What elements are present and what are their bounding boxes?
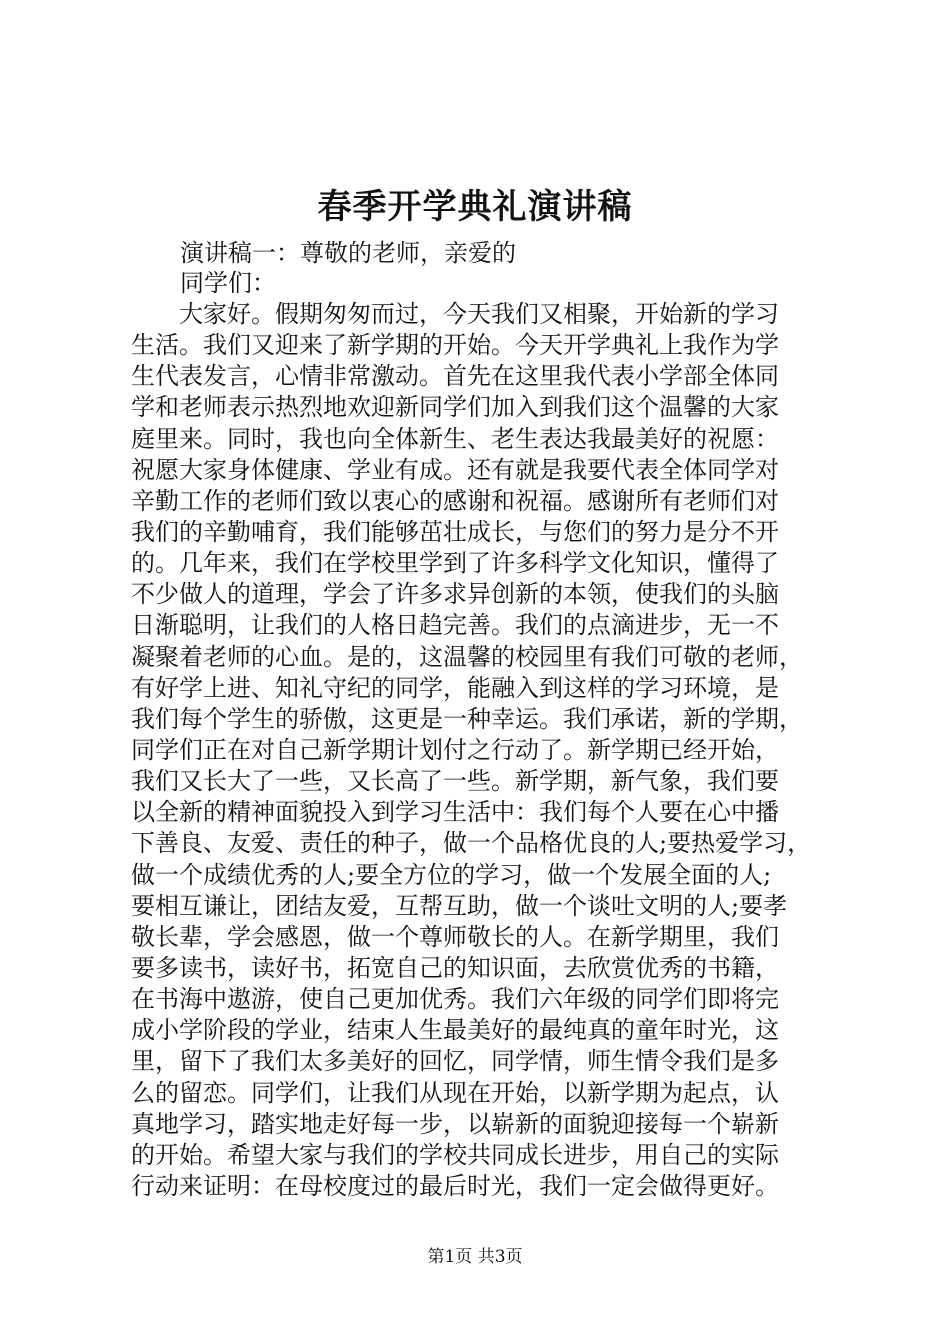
body-line: 么的留恋。同学们，让我们从现在开始，以新学期为起点，认 [131, 1078, 779, 1107]
body-line: 日渐聪明，让我们的人格日趋完善。我们的点滴进步，无一不 [131, 611, 779, 640]
body-line: 辛勤工作的老师们致以衷心的感谢和祝福。感谢所有老师们对 [131, 486, 779, 515]
body-line: 生活。我们又迎来了新学期的开始。今天开学典礼上我作为学 [131, 331, 779, 360]
document-title: 春季开学典礼演讲稿 [317, 187, 633, 227]
body-paragraph [131, 299, 831, 1202]
body-line: 庭里来。同时，我也向全体新生、老生表达我最美好的祝愿： [131, 424, 779, 453]
body-line: 要多读书，读好书，拓宽自己的知识面，去欣赏优秀的书籍， [131, 953, 779, 982]
page-footer: 第1页 共3页 [427, 1247, 523, 1267]
body-line: 做一个成绩优秀的人;要全方位的学习，做一个发展全面的人; [131, 860, 772, 889]
body-line: 大家好。假期匆匆而过，今天我们又相聚，开始新的学习 [179, 300, 779, 328]
intro-line-2: 同学们： [180, 269, 276, 297]
body-line: 我们又长大了一些，又长高了一些。新学期，新气象，我们要 [131, 767, 779, 796]
body-line: 不少做人的道理，学会了许多求异创新的本领，使我们的头脑 [131, 580, 779, 609]
body-line: 的开始。希望大家与我们的学校共同成长进步，用自己的实际 [131, 1140, 779, 1169]
body-line: 真地学习，踏实地走好每一步，以崭新的面貌迎接每一个崭新 [131, 1109, 779, 1138]
intro-line-1: 演讲稿一：尊敬的老师，亲爱的 [180, 239, 516, 267]
body-line: 以全新的精神面貌投入到学习生活中：我们每个人要在心中播 [131, 798, 779, 827]
body-line: 里，留下了我们太多美好的回忆，同学情，师生情令我们是多 [131, 1047, 779, 1076]
body-line: 的。几年来，我们在学校里学到了许多科学文化知识，懂得了 [131, 549, 779, 578]
body-line: 成小学阶段的学业，结束人生最美好的最纯真的童年时光，这 [131, 1016, 779, 1045]
body-line: 行动来证明：在母校度过的最后时光，我们一定会做得更好。 [131, 1171, 779, 1200]
body-line: 我们的辛勤哺育，我们能够茁壮成长，与您们的努力是分不开 [131, 517, 779, 546]
body-line: 在书海中遨游，使自己更加优秀。我们六年级的同学们即将完 [131, 985, 779, 1014]
body-line: 敬长辈，学会感恩，做一个尊师敬长的人。在新学期里，我们 [131, 922, 779, 951]
body-line: 同学们正在对自己新学期计划付之行动了。新学期已经开始， [131, 735, 779, 764]
body-line: 学和老师表示热烈地欢迎新同学们加入到我们这个温馨的大家 [131, 393, 779, 422]
body-line: 有好学上进、知礼守纪的同学，能融入到这样的学习环境，是 [131, 673, 779, 702]
body-line: 我们每个学生的骄傲，这更是一种幸运。我们承诺，新的学期， [131, 704, 803, 733]
body-line: 生代表发言，心情非常激动。首先在这里我代表小学部全体同 [131, 362, 779, 391]
body-line: 凝聚着老师的心血。是的，这温馨的校园里有我们可敬的老师， [131, 642, 803, 671]
body-line: 祝愿大家身体健康、学业有成。还有就是我要代表全体同学对 [131, 455, 779, 484]
body-line: 要相互谦让，团结友爱，互帮互助，做一个谈吐文明的人;要孝 [131, 891, 788, 920]
body-line: 下善良、友爱、责任的种子，做一个品格优良的人;要热爱学习， [131, 829, 812, 858]
